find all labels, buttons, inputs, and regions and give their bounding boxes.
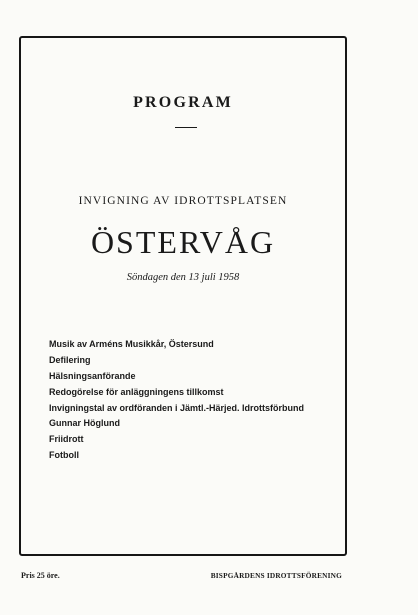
program-item: Gunnar Höglund	[49, 418, 120, 428]
program-items-list	[49, 336, 304, 463]
program-item: Hälsningsanförande	[49, 371, 136, 381]
program-heading: PROGRAM	[133, 94, 233, 111]
heading-divider	[175, 127, 197, 128]
price-label: Pris 25 öre.	[21, 571, 60, 580]
event-date: Söndagen den 13 juli 1958	[126, 272, 240, 283]
venue-title: ÖSTERVÅG	[90, 224, 276, 260]
program-frame	[19, 36, 347, 556]
event-subtitle: INVIGNING AV IDROTTSPLATSEN	[78, 195, 288, 207]
program-item: Invigningstal av ordföranden i Jämtl.-Härjed. Idrottsförbund	[49, 403, 305, 413]
program-item: Musik av Arméns Musikkår, Östersund	[49, 339, 214, 349]
program-item: Friidrott	[49, 434, 84, 444]
program-item: Fotboll	[49, 450, 79, 460]
program-item: Redogörelse för anläggningens tillkomst	[49, 387, 224, 397]
program-item: Defilering	[49, 355, 91, 365]
publisher-label: BISPGÅRDENS IDROTTSFÖRENING	[210, 571, 342, 580]
